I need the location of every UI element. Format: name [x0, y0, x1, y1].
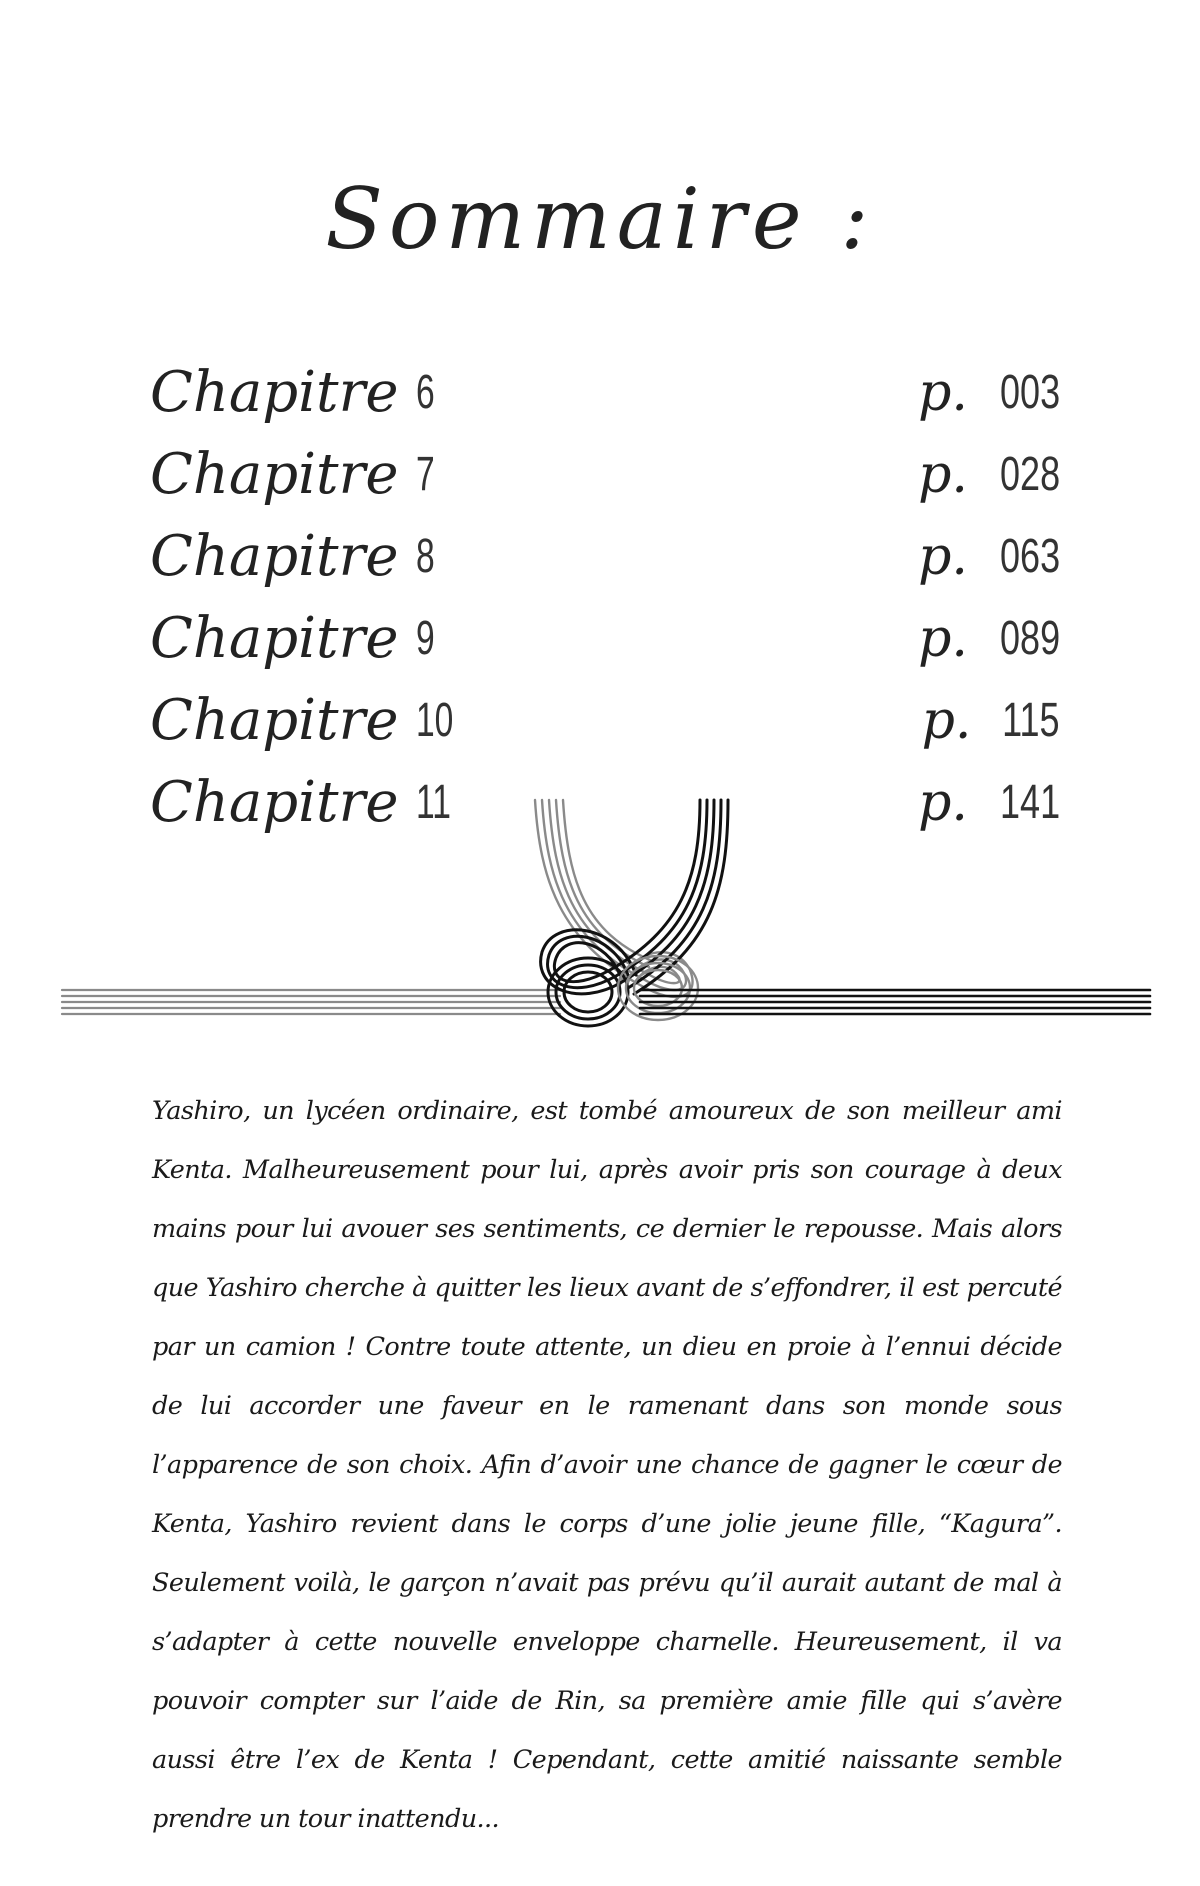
synopsis-text: Yashiro, un lycéen ordinaire, est tombé amoureux de son meilleur ami Kenta. Malheureusement pour lui, après avoir pris son courage à deux mains pour lui avouer ses sentiments, ce dernier le repousse. Mais alors que Yashiro cherche à quitter les lieux avant de s’effondrer, il est percuté par un camion ! Contre toute attente, un dieu en proie à l’ennui décide de lui accorder une faveur en le ramenant dans son monde sous l’apparence de son choix. Afin d’avoir une chance de gagner le cœur de Kenta, Yashiro revient dans le corps d’une jolie jeune fille, “Kagura”. Seulement voilà, le garçon n’avait pas prévu qu’il aurait autant de mal à s’adapter à cette nouvelle enveloppe charnelle. Heureusement, il va pouvoir compter sur l’aide de Rin, sa première amie fille qui s’avère aussi être l’ex de Kenta ! Cependant, cette amitié naissante semble prendre un tour inattendu...	[152, 1096, 1062, 1834]
chapter-number: 11	[416, 776, 452, 829]
page-number: 028	[999, 448, 1060, 501]
chapter-label: Chapitre	[150, 606, 399, 671]
chapter-label: Chapitre	[150, 770, 399, 835]
chapter-number: 7	[416, 448, 436, 501]
chapter-label: Chapitre	[150, 442, 399, 507]
page-number: 115	[1002, 694, 1060, 747]
chapter-label: Chapitre	[150, 688, 399, 753]
grey-cord-left	[62, 990, 560, 1014]
mizuhiki-knot-icon	[0, 770, 1200, 1040]
toc-entry	[150, 524, 1060, 606]
chapter-number: 10	[416, 694, 454, 747]
knot-loop-left	[548, 958, 628, 1026]
page-prefix: p.	[921, 691, 972, 751]
page-prefix: p.	[918, 363, 968, 423]
chapter-number: 9	[416, 612, 436, 665]
chapter-label: Chapitre	[150, 524, 399, 589]
toc-entry	[150, 688, 1060, 770]
page-number: 089	[999, 612, 1060, 665]
toc-entry	[150, 360, 1060, 442]
black-cord-right	[640, 990, 1150, 1014]
page-number: 003	[999, 366, 1060, 419]
page-prefix: p.	[918, 609, 968, 669]
chapter-label: Chapitre	[150, 360, 399, 425]
page-prefix: p.	[918, 527, 968, 587]
chapter-number: 6	[416, 366, 436, 419]
page-title: Sommaire :	[325, 170, 875, 268]
page-prefix: p.	[918, 773, 968, 833]
page-number: 141	[999, 776, 1060, 829]
page-prefix: p.	[918, 445, 968, 505]
chapter-number: 8	[416, 530, 436, 583]
toc-entry	[150, 606, 1060, 688]
page-number: 063	[999, 530, 1060, 583]
toc-entry	[150, 442, 1060, 524]
